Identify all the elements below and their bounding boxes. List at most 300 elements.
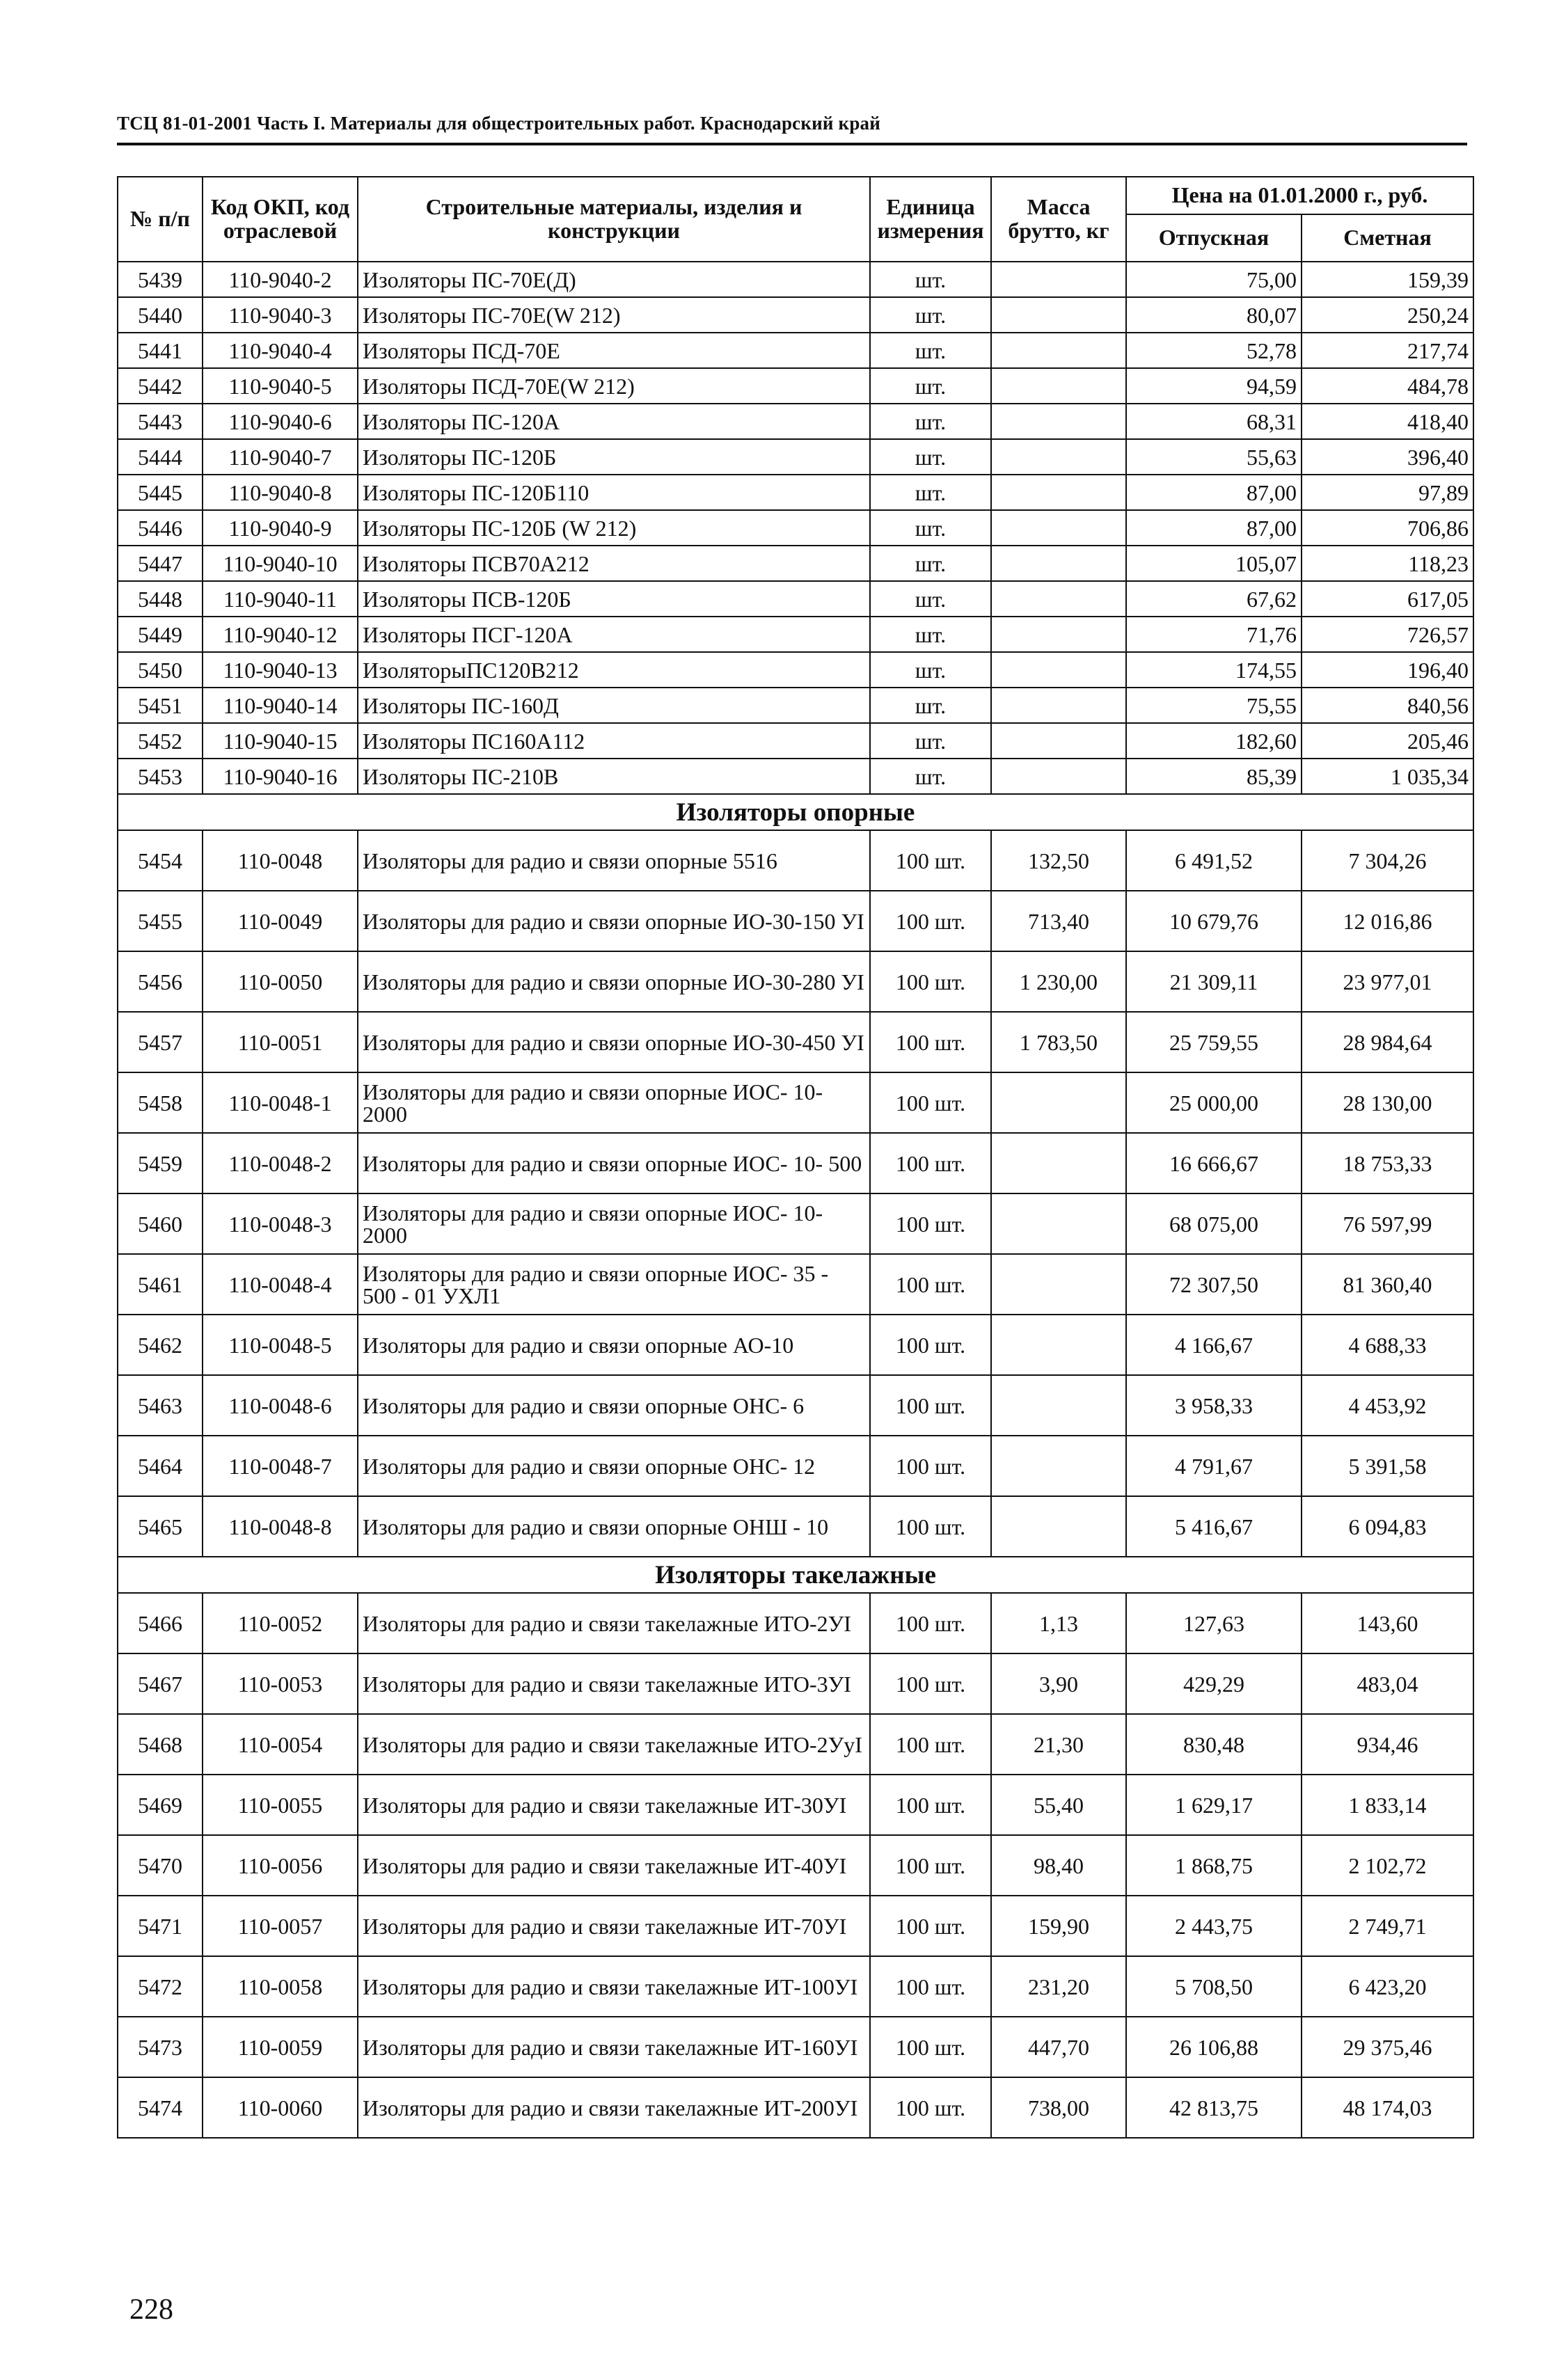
row-number: 5441 bbox=[118, 333, 203, 368]
row-number: 5469 bbox=[118, 1775, 203, 1835]
row-estimate-price: 396,40 bbox=[1302, 439, 1473, 475]
row-unit: шт. bbox=[870, 510, 991, 546]
row-unit: 100 шт. bbox=[870, 1254, 991, 1315]
row-release-price: 830,48 bbox=[1126, 1714, 1302, 1775]
row-unit: шт. bbox=[870, 546, 991, 581]
row-release-price: 42 813,75 bbox=[1126, 2077, 1302, 2138]
row-mass bbox=[991, 546, 1126, 581]
row-mass: 55,40 bbox=[991, 1775, 1126, 1835]
row-mass bbox=[991, 1496, 1126, 1557]
row-number: 5458 bbox=[118, 1072, 203, 1133]
row-mass: 1 230,00 bbox=[991, 951, 1126, 1012]
row-name: Изоляторы для радио и связи опорные ИО-30-450 УI bbox=[358, 1012, 870, 1072]
row-unit: 100 шт. bbox=[870, 1193, 991, 1254]
row-number: 5471 bbox=[118, 1896, 203, 1956]
row-number: 5443 bbox=[118, 404, 203, 439]
row-number: 5452 bbox=[118, 723, 203, 759]
table-row bbox=[118, 1254, 1473, 1315]
row-name: Изоляторы для радио и связи опорные ОНС- 6 bbox=[358, 1375, 870, 1436]
row-name: Изоляторы ПСВ-120Б bbox=[358, 581, 870, 617]
table-row bbox=[118, 830, 1473, 891]
row-unit: шт. bbox=[870, 581, 991, 617]
row-mass bbox=[991, 1193, 1126, 1254]
row-release-price: 10 679,76 bbox=[1126, 891, 1302, 951]
table-row bbox=[118, 333, 1473, 368]
row-code: 110-9040-2 bbox=[203, 262, 358, 297]
row-mass: 1 783,50 bbox=[991, 1012, 1126, 1072]
row-name: Изоляторы для радио и связи опорные ИО-30-150 УI bbox=[358, 891, 870, 951]
table-row bbox=[118, 652, 1473, 688]
row-code: 110-0048-8 bbox=[203, 1496, 358, 1557]
row-name: Изоляторы для радио и связи такелажные ИТО-2УI bbox=[358, 1593, 870, 1653]
table-row bbox=[118, 1193, 1473, 1254]
header-rule bbox=[117, 143, 1467, 145]
row-estimate-price: 29 375,46 bbox=[1302, 2017, 1473, 2077]
row-estimate-price: 2 102,72 bbox=[1302, 1835, 1473, 1896]
table-row bbox=[118, 617, 1473, 652]
row-unit: 100 шт. bbox=[870, 1835, 991, 1896]
row-unit: 100 шт. bbox=[870, 1956, 991, 2017]
table-row bbox=[118, 759, 1473, 794]
row-code: 110-0050 bbox=[203, 951, 358, 1012]
row-code: 110-9040-9 bbox=[203, 510, 358, 546]
row-code: 110-9040-5 bbox=[203, 368, 358, 404]
rows-b bbox=[118, 830, 1473, 1557]
row-name: Изоляторы ПС-160Д bbox=[358, 688, 870, 723]
row-mass: 132,50 bbox=[991, 830, 1126, 891]
row-number: 5464 bbox=[118, 1436, 203, 1496]
row-name: Изоляторы ПС-120А bbox=[358, 404, 870, 439]
row-unit: 100 шт. bbox=[870, 891, 991, 951]
row-release-price: 87,00 bbox=[1126, 475, 1302, 510]
row-code: 110-0057 bbox=[203, 1896, 358, 1956]
row-number: 5446 bbox=[118, 510, 203, 546]
row-release-price: 75,00 bbox=[1126, 262, 1302, 297]
row-release-price: 182,60 bbox=[1126, 723, 1302, 759]
row-estimate-price: 418,40 bbox=[1302, 404, 1473, 439]
row-estimate-price: 118,23 bbox=[1302, 546, 1473, 581]
row-release-price: 68 075,00 bbox=[1126, 1193, 1302, 1254]
row-release-price: 429,29 bbox=[1126, 1653, 1302, 1714]
row-estimate-price: 2 749,71 bbox=[1302, 1896, 1473, 1956]
row-unit: шт. bbox=[870, 439, 991, 475]
table-row bbox=[118, 1835, 1473, 1896]
row-estimate-price: 617,05 bbox=[1302, 581, 1473, 617]
row-number: 5470 bbox=[118, 1835, 203, 1896]
row-mass bbox=[991, 1315, 1126, 1375]
row-code: 110-0048-4 bbox=[203, 1254, 358, 1315]
row-number: 5440 bbox=[118, 297, 203, 333]
row-estimate-price: 18 753,33 bbox=[1302, 1133, 1473, 1193]
table-row bbox=[118, 581, 1473, 617]
row-release-price: 174,55 bbox=[1126, 652, 1302, 688]
row-code: 110-9040-15 bbox=[203, 723, 358, 759]
row-name: Изоляторы для радио и связи опорные ОНШ - 10 bbox=[358, 1496, 870, 1557]
row-mass bbox=[991, 1436, 1126, 1496]
row-code: 110-0048-7 bbox=[203, 1436, 358, 1496]
row-name: Изоляторы ПСГ-120А bbox=[358, 617, 870, 652]
row-name: Изоляторы ПС-210В bbox=[358, 759, 870, 794]
table-row bbox=[118, 1133, 1473, 1193]
row-unit: 100 шт. bbox=[870, 1714, 991, 1775]
row-estimate-price: 28 130,00 bbox=[1302, 1072, 1473, 1133]
col-header-release: Отпускная bbox=[1126, 214, 1302, 262]
row-estimate-price: 934,46 bbox=[1302, 1714, 1473, 1775]
table-row bbox=[118, 1072, 1473, 1133]
row-release-price: 4 166,67 bbox=[1126, 1315, 1302, 1375]
row-number: 5463 bbox=[118, 1375, 203, 1436]
row-unit: 100 шт. bbox=[870, 1072, 991, 1133]
row-number: 5472 bbox=[118, 1956, 203, 2017]
row-code: 110-9040-8 bbox=[203, 475, 358, 510]
table-row bbox=[118, 368, 1473, 404]
row-unit: 100 шт. bbox=[870, 830, 991, 891]
row-code: 110-0053 bbox=[203, 1653, 358, 1714]
row-unit: 100 шт. bbox=[870, 1012, 991, 1072]
row-unit: 100 шт. bbox=[870, 2077, 991, 2138]
row-name: Изоляторы для радио и связи такелажные ИТО-2УуI bbox=[358, 1714, 870, 1775]
row-number: 5461 bbox=[118, 1254, 203, 1315]
row-estimate-price: 6 423,20 bbox=[1302, 1956, 1473, 2017]
col-header-mass: Масса брутто, кг bbox=[991, 177, 1126, 262]
row-estimate-price: 483,04 bbox=[1302, 1653, 1473, 1714]
row-mass: 738,00 bbox=[991, 2077, 1126, 2138]
row-number: 5453 bbox=[118, 759, 203, 794]
row-number: 5447 bbox=[118, 546, 203, 581]
row-name: Изоляторы для радио и связи опорные ОНС- 12 bbox=[358, 1436, 870, 1496]
table-row bbox=[118, 1896, 1473, 1956]
row-release-price: 5 708,50 bbox=[1126, 1956, 1302, 2017]
row-release-price: 67,62 bbox=[1126, 581, 1302, 617]
row-number: 5442 bbox=[118, 368, 203, 404]
row-code: 110-9040-13 bbox=[203, 652, 358, 688]
row-estimate-price: 143,60 bbox=[1302, 1593, 1473, 1653]
row-release-price: 71,76 bbox=[1126, 617, 1302, 652]
row-unit: 100 шт. bbox=[870, 1775, 991, 1835]
page-header: ТСЦ 81-01-2001 Часть I. Материалы для общестроительных работ. Краснодарский край bbox=[117, 113, 880, 134]
row-number: 5473 bbox=[118, 2017, 203, 2077]
col-header-unit: Единица измерения bbox=[870, 177, 991, 262]
table-row bbox=[118, 723, 1473, 759]
row-unit: шт. bbox=[870, 759, 991, 794]
row-unit: 100 шт. bbox=[870, 1315, 991, 1375]
row-release-price: 6 491,52 bbox=[1126, 830, 1302, 891]
row-name: Изоляторы для радио и связи опорные ИОС- 10- 2000 bbox=[358, 1072, 870, 1133]
row-number: 5462 bbox=[118, 1315, 203, 1375]
row-estimate-price: 840,56 bbox=[1302, 688, 1473, 723]
row-name: Изоляторы для радио и связи опорные 5516 bbox=[358, 830, 870, 891]
row-release-price: 4 791,67 bbox=[1126, 1436, 1302, 1496]
row-estimate-price: 28 984,64 bbox=[1302, 1012, 1473, 1072]
row-unit: 100 шт. bbox=[870, 2017, 991, 2077]
row-estimate-price: 7 304,26 bbox=[1302, 830, 1473, 891]
row-mass: 713,40 bbox=[991, 891, 1126, 951]
row-name: Изоляторы ПСД-70Е(W 212) bbox=[358, 368, 870, 404]
table-row bbox=[118, 951, 1473, 1012]
rows-c bbox=[118, 1593, 1473, 2138]
row-release-price: 105,07 bbox=[1126, 546, 1302, 581]
row-number: 5445 bbox=[118, 475, 203, 510]
row-mass: 231,20 bbox=[991, 1956, 1126, 2017]
section-title: Изоляторы такелажные bbox=[118, 1557, 1473, 1593]
table-row bbox=[118, 262, 1473, 297]
row-number: 5450 bbox=[118, 652, 203, 688]
row-name: Изоляторы для радио и связи такелажные ИТ-70УI bbox=[358, 1896, 870, 1956]
row-unit: шт. bbox=[870, 652, 991, 688]
row-mass: 1,13 bbox=[991, 1593, 1126, 1653]
row-mass bbox=[991, 297, 1126, 333]
row-number: 5457 bbox=[118, 1012, 203, 1072]
row-mass bbox=[991, 262, 1126, 297]
row-number: 5449 bbox=[118, 617, 203, 652]
row-code: 110-0052 bbox=[203, 1593, 358, 1653]
row-number: 5448 bbox=[118, 581, 203, 617]
page-number: 228 bbox=[129, 2294, 173, 2326]
row-name: Изоляторы ПС-70Е(W 212) bbox=[358, 297, 870, 333]
row-name: Изоляторы для радио и связи такелажные ИТ-160УI bbox=[358, 2017, 870, 2077]
row-estimate-price: 76 597,99 bbox=[1302, 1193, 1473, 1254]
row-estimate-price: 217,74 bbox=[1302, 333, 1473, 368]
row-release-price: 25 000,00 bbox=[1126, 1072, 1302, 1133]
table-row bbox=[118, 1653, 1473, 1714]
row-estimate-price: 6 094,83 bbox=[1302, 1496, 1473, 1557]
row-code: 110-9040-12 bbox=[203, 617, 358, 652]
row-code: 110-0048-5 bbox=[203, 1315, 358, 1375]
row-name: Изоляторы ПС-120Б110 bbox=[358, 475, 870, 510]
table-row bbox=[118, 475, 1473, 510]
row-number: 5444 bbox=[118, 439, 203, 475]
row-release-price: 85,39 bbox=[1126, 759, 1302, 794]
row-mass bbox=[991, 1133, 1126, 1193]
row-mass: 447,70 bbox=[991, 2017, 1126, 2077]
row-code: 110-0048-1 bbox=[203, 1072, 358, 1133]
row-name: ИзоляторыПС120В212 bbox=[358, 652, 870, 688]
row-release-price: 21 309,11 bbox=[1126, 951, 1302, 1012]
section-title: Изоляторы опорные bbox=[118, 794, 1473, 830]
section-support bbox=[118, 794, 1473, 830]
row-code: 110-0056 bbox=[203, 1835, 358, 1896]
row-estimate-price: 97,89 bbox=[1302, 475, 1473, 510]
rows-a bbox=[118, 262, 1473, 794]
row-estimate-price: 726,57 bbox=[1302, 617, 1473, 652]
row-estimate-price: 5 391,58 bbox=[1302, 1436, 1473, 1496]
row-unit: 100 шт. bbox=[870, 1133, 991, 1193]
row-code: 110-0048-2 bbox=[203, 1133, 358, 1193]
row-code: 110-9040-4 bbox=[203, 333, 358, 368]
row-name: Изоляторы для радио и связи опорные АО-10 bbox=[358, 1315, 870, 1375]
row-unit: шт. bbox=[870, 723, 991, 759]
table-row bbox=[118, 404, 1473, 439]
row-release-price: 1 629,17 bbox=[1126, 1775, 1302, 1835]
row-release-price: 55,63 bbox=[1126, 439, 1302, 475]
row-name: Изоляторы для радио и связи опорные ИО-30-280 УI bbox=[358, 951, 870, 1012]
row-release-price: 16 666,67 bbox=[1126, 1133, 1302, 1193]
row-mass bbox=[991, 1072, 1126, 1133]
row-number: 5439 bbox=[118, 262, 203, 297]
table-row bbox=[118, 1436, 1473, 1496]
row-name: Изоляторы ПС-120Б (W 212) bbox=[358, 510, 870, 546]
row-name: Изоляторы ПС-120Б bbox=[358, 439, 870, 475]
row-name: Изоляторы ПСВ70А212 bbox=[358, 546, 870, 581]
row-name: Изоляторы ПС-70Е(Д) bbox=[358, 262, 870, 297]
row-code: 110-9040-14 bbox=[203, 688, 358, 723]
table-row bbox=[118, 1315, 1473, 1375]
section-rigging bbox=[118, 1557, 1473, 1593]
row-estimate-price: 205,46 bbox=[1302, 723, 1473, 759]
row-release-price: 75,55 bbox=[1126, 688, 1302, 723]
row-mass: 159,90 bbox=[991, 1896, 1126, 1956]
row-name: Изоляторы ПСД-70Е bbox=[358, 333, 870, 368]
table-row bbox=[118, 297, 1473, 333]
row-release-price: 3 958,33 bbox=[1126, 1375, 1302, 1436]
row-estimate-price: 1 833,14 bbox=[1302, 1775, 1473, 1835]
row-release-price: 127,63 bbox=[1126, 1593, 1302, 1653]
table-row bbox=[118, 439, 1473, 475]
row-release-price: 87,00 bbox=[1126, 510, 1302, 546]
row-mass bbox=[991, 688, 1126, 723]
row-estimate-price: 12 016,86 bbox=[1302, 891, 1473, 951]
row-unit: шт. bbox=[870, 688, 991, 723]
row-estimate-price: 706,86 bbox=[1302, 510, 1473, 546]
row-unit: 100 шт. bbox=[870, 1375, 991, 1436]
row-unit: шт. bbox=[870, 617, 991, 652]
row-estimate-price: 48 174,03 bbox=[1302, 2077, 1473, 2138]
row-mass bbox=[991, 1375, 1126, 1436]
col-header-name: Строительные материалы, изделия и конструкции bbox=[358, 177, 870, 262]
table-row bbox=[118, 1956, 1473, 2017]
row-number: 5466 bbox=[118, 1593, 203, 1653]
table-row bbox=[118, 1012, 1473, 1072]
row-name: Изоляторы для радио и связи такелажные ИТ-30УI bbox=[358, 1775, 870, 1835]
row-unit: шт. bbox=[870, 262, 991, 297]
row-code: 110-9040-7 bbox=[203, 439, 358, 475]
row-mass: 98,40 bbox=[991, 1835, 1126, 1896]
row-release-price: 1 868,75 bbox=[1126, 1835, 1302, 1896]
row-number: 5465 bbox=[118, 1496, 203, 1557]
row-mass: 21,30 bbox=[991, 1714, 1126, 1775]
price-table bbox=[117, 176, 1474, 2139]
row-unit: 100 шт. bbox=[870, 1436, 991, 1496]
row-unit: 100 шт. bbox=[870, 1496, 991, 1557]
row-estimate-price: 81 360,40 bbox=[1302, 1254, 1473, 1315]
row-number: 5459 bbox=[118, 1133, 203, 1193]
col-header-num: № п/п bbox=[118, 177, 203, 262]
row-mass bbox=[991, 581, 1126, 617]
row-number: 5468 bbox=[118, 1714, 203, 1775]
row-code: 110-9040-3 bbox=[203, 297, 358, 333]
row-code: 110-0054 bbox=[203, 1714, 358, 1775]
row-mass bbox=[991, 333, 1126, 368]
row-code: 110-9040-10 bbox=[203, 546, 358, 581]
row-number: 5467 bbox=[118, 1653, 203, 1714]
row-code: 110-9040-16 bbox=[203, 759, 358, 794]
row-number: 5456 bbox=[118, 951, 203, 1012]
table-row bbox=[118, 1775, 1473, 1835]
row-estimate-price: 484,78 bbox=[1302, 368, 1473, 404]
row-code: 110-0060 bbox=[203, 2077, 358, 2138]
row-release-price: 25 759,55 bbox=[1126, 1012, 1302, 1072]
row-mass bbox=[991, 475, 1126, 510]
row-code: 110-0058 bbox=[203, 1956, 358, 2017]
row-release-price: 72 307,50 bbox=[1126, 1254, 1302, 1315]
col-header-code: Код ОКП, код отраслевой bbox=[203, 177, 358, 262]
table-row bbox=[118, 2017, 1473, 2077]
table-row bbox=[118, 510, 1473, 546]
row-number: 5455 bbox=[118, 891, 203, 951]
row-name: Изоляторы для радио и связи такелажные ИТО-3УI bbox=[358, 1653, 870, 1714]
table-row bbox=[118, 1714, 1473, 1775]
row-mass bbox=[991, 759, 1126, 794]
row-mass bbox=[991, 368, 1126, 404]
row-estimate-price: 196,40 bbox=[1302, 652, 1473, 688]
row-code: 110-9040-6 bbox=[203, 404, 358, 439]
row-name: Изоляторы для радио и связи такелажные ИТ-40УI bbox=[358, 1835, 870, 1896]
row-mass: 3,90 bbox=[991, 1653, 1126, 1714]
row-name: Изоляторы для радио и связи такелажные ИТ-100УI bbox=[358, 1956, 870, 2017]
col-header-price-group: Цена на 01.01.2000 г., руб. bbox=[1126, 177, 1473, 214]
row-name: Изоляторы для радио и связи опорные ИОС- 10- 500 bbox=[358, 1133, 870, 1193]
row-mass bbox=[991, 439, 1126, 475]
row-estimate-price: 159,39 bbox=[1302, 262, 1473, 297]
row-number: 5451 bbox=[118, 688, 203, 723]
row-mass bbox=[991, 617, 1126, 652]
row-code: 110-0051 bbox=[203, 1012, 358, 1072]
row-unit: 100 шт. bbox=[870, 1896, 991, 1956]
row-unit: шт. bbox=[870, 297, 991, 333]
table-row bbox=[118, 546, 1473, 581]
row-code: 110-0048-6 bbox=[203, 1375, 358, 1436]
table-row bbox=[118, 2077, 1473, 2138]
row-code: 110-0048 bbox=[203, 830, 358, 891]
row-mass bbox=[991, 404, 1126, 439]
row-unit: шт. bbox=[870, 404, 991, 439]
row-mass bbox=[991, 723, 1126, 759]
row-name: Изоляторы для радио и связи опорные ИОС- 35 - 500 - 01 УХЛ1 bbox=[358, 1254, 870, 1315]
row-release-price: 5 416,67 bbox=[1126, 1496, 1302, 1557]
row-estimate-price: 250,24 bbox=[1302, 297, 1473, 333]
row-unit: 100 шт. bbox=[870, 1653, 991, 1714]
table-row bbox=[118, 1375, 1473, 1436]
row-code: 110-9040-11 bbox=[203, 581, 358, 617]
table-row bbox=[118, 688, 1473, 723]
row-code: 110-0055 bbox=[203, 1775, 358, 1835]
row-name: Изоляторы для радио и связи опорные ИОС- 10- 2000 bbox=[358, 1193, 870, 1254]
row-unit: 100 шт. bbox=[870, 951, 991, 1012]
row-unit: шт. bbox=[870, 368, 991, 404]
table-row bbox=[118, 1496, 1473, 1557]
row-number: 5474 bbox=[118, 2077, 203, 2138]
row-code: 110-0049 bbox=[203, 891, 358, 951]
col-header-estimate: Сметная bbox=[1302, 214, 1473, 262]
row-code: 110-0048-3 bbox=[203, 1193, 358, 1254]
row-release-price: 26 106,88 bbox=[1126, 2017, 1302, 2077]
row-release-price: 52,78 bbox=[1126, 333, 1302, 368]
row-name: Изоляторы ПС160А112 bbox=[358, 723, 870, 759]
row-estimate-price: 4 688,33 bbox=[1302, 1315, 1473, 1375]
row-estimate-price: 4 453,92 bbox=[1302, 1375, 1473, 1436]
table-row bbox=[118, 1593, 1473, 1653]
row-number: 5460 bbox=[118, 1193, 203, 1254]
row-unit: шт. bbox=[870, 475, 991, 510]
row-estimate-price: 1 035,34 bbox=[1302, 759, 1473, 794]
table-row bbox=[118, 891, 1473, 951]
row-release-price: 68,31 bbox=[1126, 404, 1302, 439]
row-mass bbox=[991, 652, 1126, 688]
row-release-price: 80,07 bbox=[1126, 297, 1302, 333]
row-number: 5454 bbox=[118, 830, 203, 891]
row-unit: 100 шт. bbox=[870, 1593, 991, 1653]
row-estimate-price: 23 977,01 bbox=[1302, 951, 1473, 1012]
